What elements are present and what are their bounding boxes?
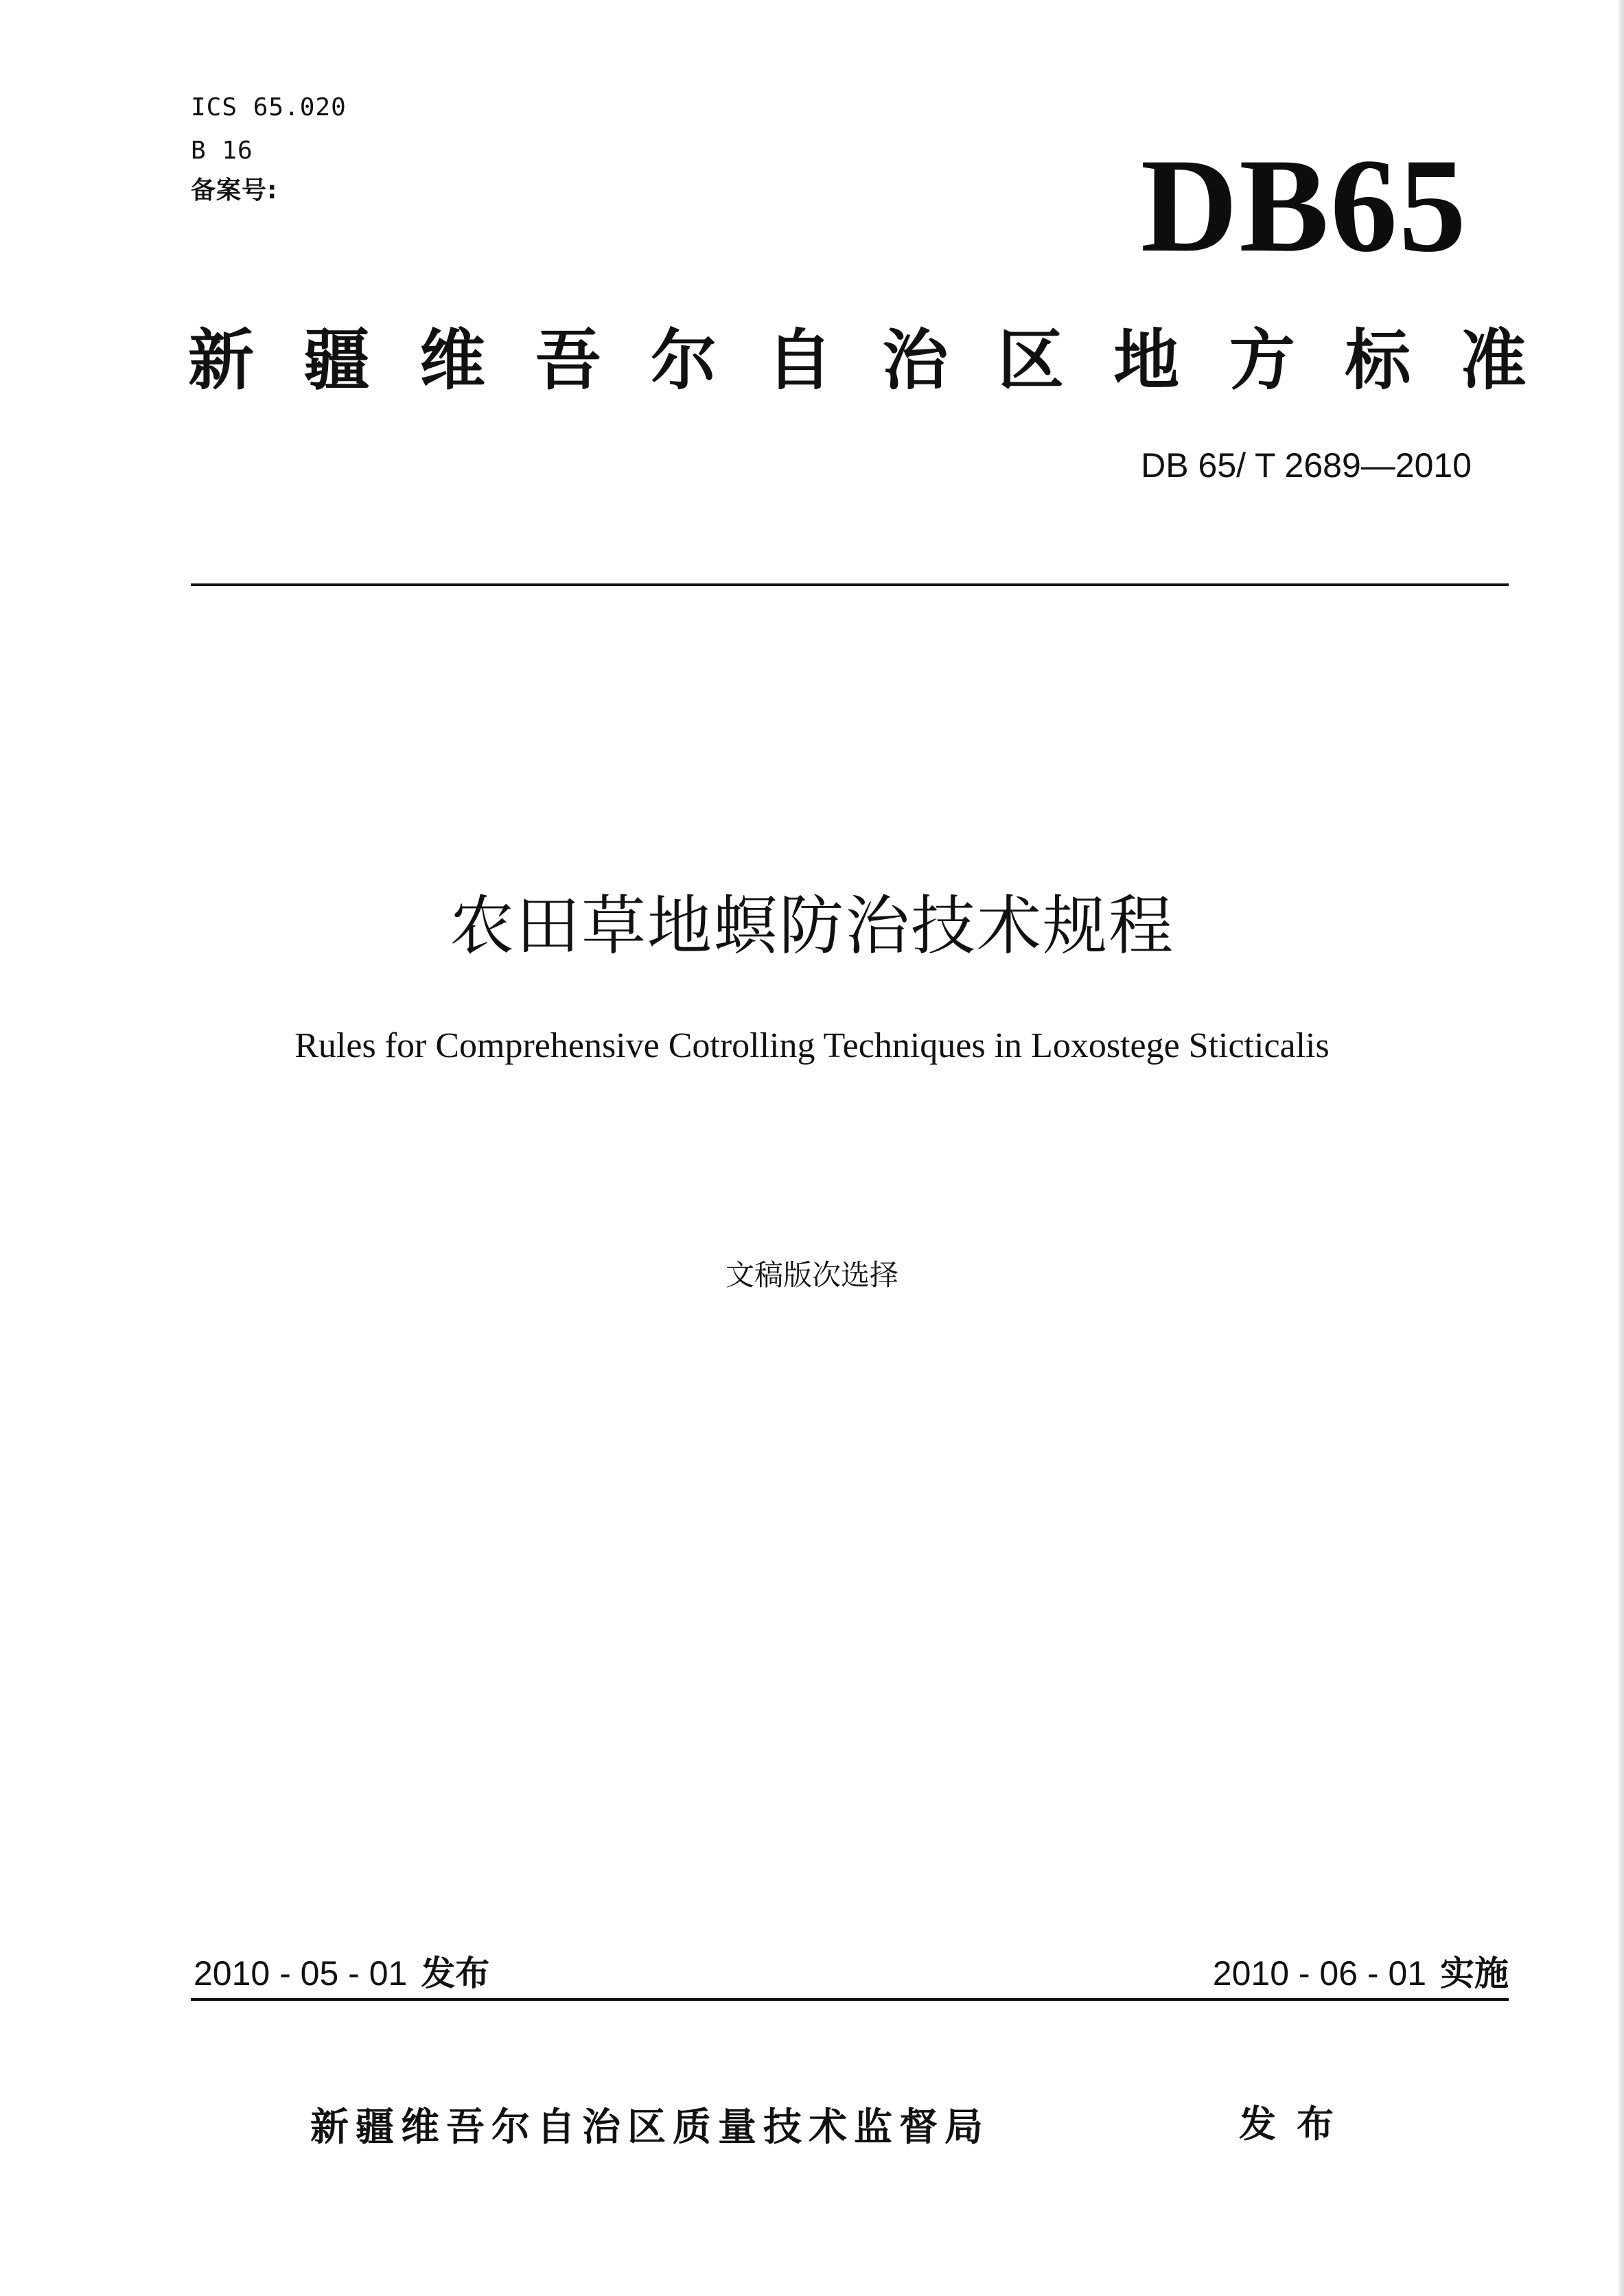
implementation-date: 2010 - 06 - 01 — [1212, 1954, 1427, 1993]
ccs-code: B 16 — [191, 137, 253, 165]
category-char: 自 — [766, 322, 833, 399]
category-char: 疆 — [303, 322, 370, 399]
category-char: 新 — [188, 322, 254, 399]
issuing-action: 发布 — [1239, 2102, 1354, 2146]
standard-number: DB 65/ T 2689—2010 — [1141, 446, 1472, 485]
page-edge — [1619, 0, 1624, 2296]
category-char: 标 — [1345, 322, 1411, 399]
header-divider — [191, 583, 1509, 586]
category-char: 地 — [1113, 322, 1180, 399]
footer-divider — [191, 1998, 1509, 2001]
standard-category — [188, 323, 1527, 398]
category-char: 吾 — [535, 322, 601, 399]
implementation-label: 实施 — [1440, 1953, 1509, 1993]
standard-code-logo: DB65 — [1140, 131, 1468, 280]
document-title-english: Rules for Comprehensive Cotrolling Techniques in Loxostege Sticticalis — [294, 1026, 1330, 1065]
category-char: 准 — [1460, 322, 1527, 399]
category-char: 治 — [882, 322, 949, 399]
category-char: 方 — [1229, 322, 1295, 399]
category-char: 区 — [997, 322, 1064, 399]
ics-code: ICS 65.020 — [191, 93, 347, 121]
category-char: 维 — [419, 322, 486, 399]
category-char: 尔 — [651, 322, 717, 399]
document-title-chinese: 农田草地螟防治技术规程 — [449, 889, 1174, 964]
issuing-authority: 新疆维吾尔自治区质量技术监督局 — [310, 2105, 990, 2150]
filing-number-label: 备案号: — [191, 176, 278, 205]
implementation-date-block — [1213, 1953, 1509, 1994]
issue-date: 2010 - 05 - 01 — [194, 1954, 408, 1993]
issue-date-block — [194, 1953, 489, 1994]
issue-label: 发布 — [421, 1953, 490, 1993]
draft-version-label: 文稿版次选择 — [725, 1258, 898, 1292]
